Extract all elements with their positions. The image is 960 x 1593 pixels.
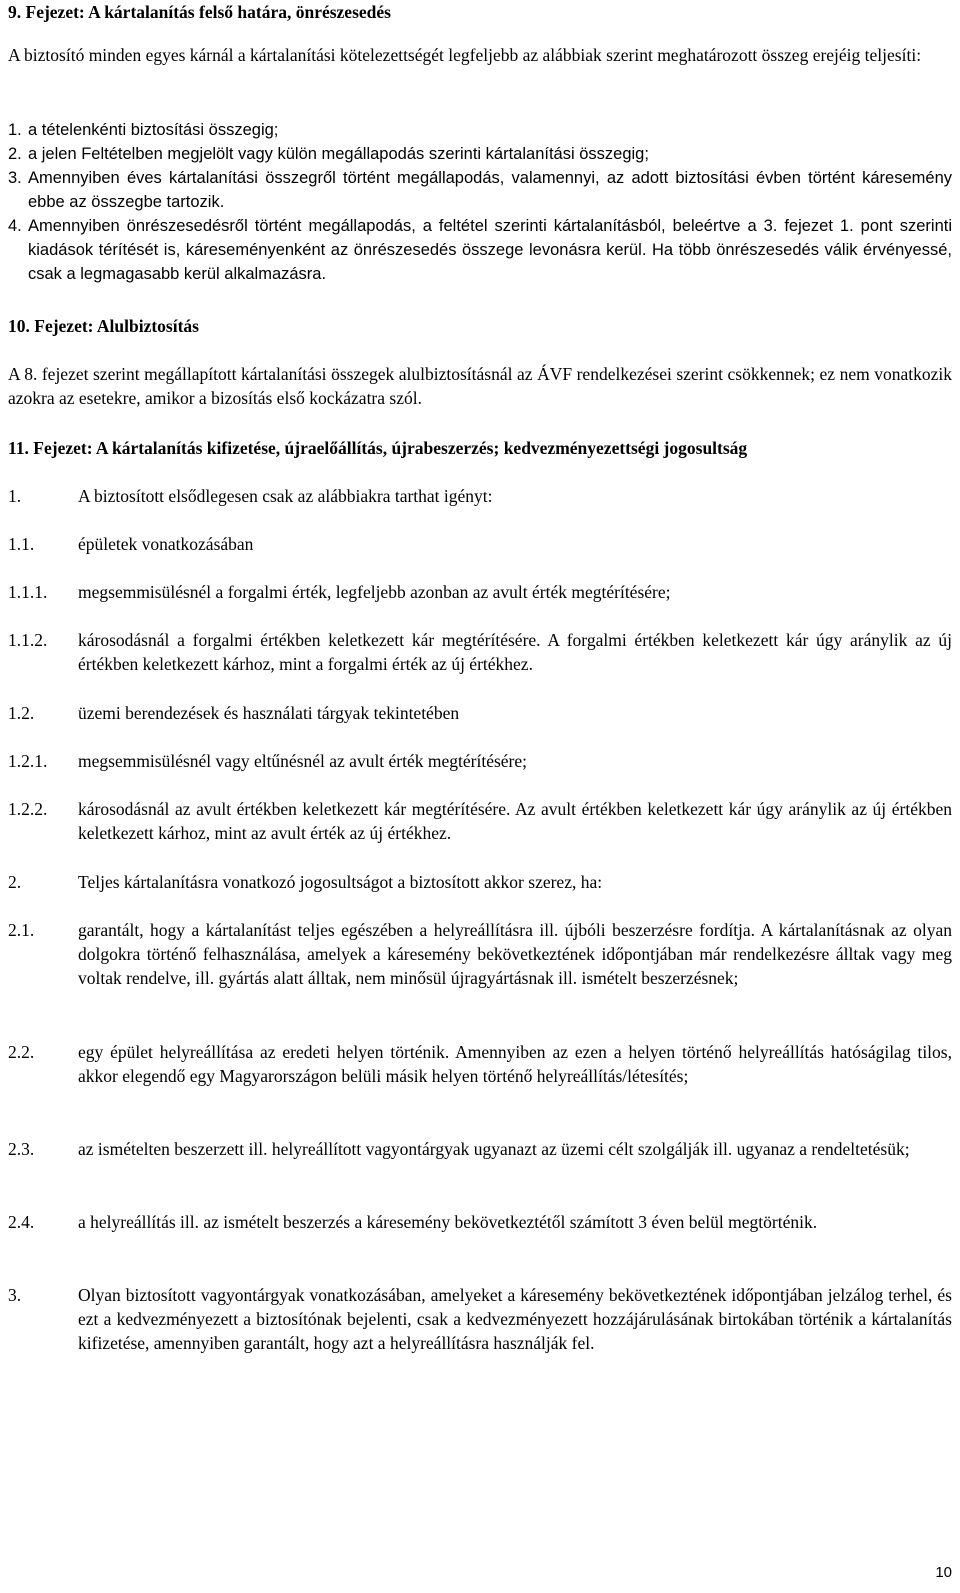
item-text: megsemmisülésnél a forgalmi érték, legfeljebb azonban az avult érték megtérítésére; — [78, 582, 671, 602]
chapter-10-title: 10. Fejezet: Alulbiztosítás — [8, 316, 199, 336]
chapter-9-intro: A biztosító minden egyes kárnál a kártalanítási kötelezettségét legfeljebb az alábbiak szerint meghatározott összeg erejéig teljesíti: — [8, 45, 922, 65]
item-number: 3. — [8, 169, 22, 187]
item-number: 2. — [8, 145, 22, 163]
item-text: A biztosított elsődlegesen csak az alábbiakra tarthat igényt: — [78, 486, 493, 506]
page-number: 10 — [935, 1564, 952, 1581]
item-number: 4. — [8, 217, 22, 235]
list-item — [8, 701, 952, 725]
chapter-11-title: 11. Fejezet: A kártalanítás kifizetése, újraelőállítás, újrabeszerzés; kedvezményezettségi jogosultság — [8, 438, 748, 458]
item-number: 2.3. — [8, 1139, 35, 1159]
chapter-10-text: A 8. fejezet szerint megállapított kártalanítási összegek alulbiztosításnál az ÁVF rendelkezései szerint csökkennek; ez nem vonatkozik azokra az esetekre, amikor a bizosítás első kockázatra szól. — [8, 364, 952, 408]
item-number: 1. — [8, 121, 22, 139]
item-number: 2. — [8, 872, 22, 892]
item-number: 1.1. — [8, 534, 35, 554]
item-text: károsodásnál az avult értékben keletkezett kár megtérítésére. Az avult értékben keletkezett kár úgy aránylik az új értékben keletkezett kárhoz, mint az avult érték az új értékhez. — [78, 799, 952, 843]
list-item — [8, 1283, 952, 1355]
item-number: 1.2.1. — [8, 751, 48, 771]
item-number: 1.2.2. — [8, 799, 48, 819]
item-number: 1.1.2. — [8, 630, 48, 650]
list-item — [8, 1210, 952, 1234]
item-text: a jelen Feltételben megjelölt vagy külön megállapodás szerinti kártalanítási összegig; — [28, 145, 649, 163]
item-text: az ismételten beszerzett ill. helyreállított vagyontárgyak ugyanazt az üzemi célt szolgálják ill. ugyanaz a rendeltetésük; — [78, 1139, 910, 1159]
item-text: Teljes kártalanításra vonatkozó jogosultságot a biztosított akkor szerez, ha: — [78, 872, 603, 892]
list-item — [8, 797, 952, 845]
list-item — [8, 580, 952, 604]
item-number: 3. — [8, 1285, 22, 1305]
item-number: 2.4. — [8, 1212, 35, 1232]
item-text: a helyreállítás ill. az ismételt beszerzés a káresemény bekövetkeztétől számított 3 éven belül megtörténik. — [78, 1212, 818, 1232]
item-text: megsemmisülésnél vagy eltűnésnél az avult érték megtérítésére; — [78, 751, 528, 771]
list-item — [8, 214, 952, 286]
list-item — [8, 166, 952, 214]
item-text: Amennyiben éves kártalanítási összegről történt megállapodás, valamennyi, az adott biztosítási évben történt káresemény ebbe az összegbe tartozik. — [28, 169, 952, 211]
item-text: Amennyiben önrészesedésről történt megállapodás, a feltétel szerinti kártalanításból, beleértve a 3. fejezet 1. pont szerinti kiadások térítését is, káreseményenként az önrészesedés összege levonásra kerül. Ha több önrészesedés válik érvényessé, csak a legmagasabb kerül alkalmazásra. — [28, 217, 952, 283]
list-item — [8, 1040, 952, 1088]
item-text: garantált, hogy a kártalanítást teljes egészében a helyreállításra ill. újbóli beszerzésre fordítja. A kártalanításnak az olyan dolgokra történő felhasználása, amelyek a káresemény bekövetkeztének időpontjában már rendelkezésre álltak vagy meg voltak rendelve, ill. gyártás alatt álltak, nem minősül újragyártásnak ill. ismételt beszerzésnek; — [78, 920, 952, 988]
list-item — [8, 918, 952, 990]
item-text: a tételenkénti biztosítási összegig; — [28, 121, 279, 139]
chapter-9-title: 9. Fejezet: A kártalanítás felső határa, önrészesedés — [8, 2, 391, 22]
item-number: 1.1.1. — [8, 582, 48, 602]
item-number: 2.1. — [8, 920, 35, 940]
list-item — [8, 1137, 952, 1161]
list-item — [8, 142, 952, 166]
item-text: Olyan biztosított vagyontárgyak vonatkozásában, amelyeket a káresemény bekövetkeztének időpontjában jelzálog terhel, és ezt a kedvezményezett a biztosítónak bejelenti, csak a kedvezményezett hozzájárulásának birtokában történik a kártalanítás kifizetése, amennyiben garantált, hogy azt a helyreállításra használják fel. — [78, 1285, 952, 1353]
item-number: 1. — [8, 486, 22, 506]
item-number: 1.2. — [8, 703, 35, 723]
item-text: károsodásnál a forgalmi értékben keletkezett kár megtérítésére. A forgalmi értékben keletkezett kár úgy aránylik az új értékben keletkezett kárhoz, mint a forgalmi érték az új értékhez. — [78, 630, 952, 674]
list-item — [8, 870, 952, 894]
list-item — [8, 628, 952, 676]
list-item — [8, 749, 952, 773]
list-item — [8, 532, 952, 556]
list-item — [8, 484, 952, 508]
chapter-9-list — [8, 118, 952, 286]
item-text: egy épület helyreállítása az eredeti helyen történik. Amennyiben az ezen a helyen történő helyreállítás hatóságilag tilos, akkor elegendő egy Magyarországon belüli másik helyen történő helyreállítás/létesítés; — [78, 1042, 952, 1086]
item-number: 2.2. — [8, 1042, 35, 1062]
list-item — [8, 118, 952, 142]
item-text: épületek vonatkozásában — [78, 534, 254, 554]
item-text: üzemi berendezések és használati tárgyak tekintetében — [78, 703, 460, 723]
